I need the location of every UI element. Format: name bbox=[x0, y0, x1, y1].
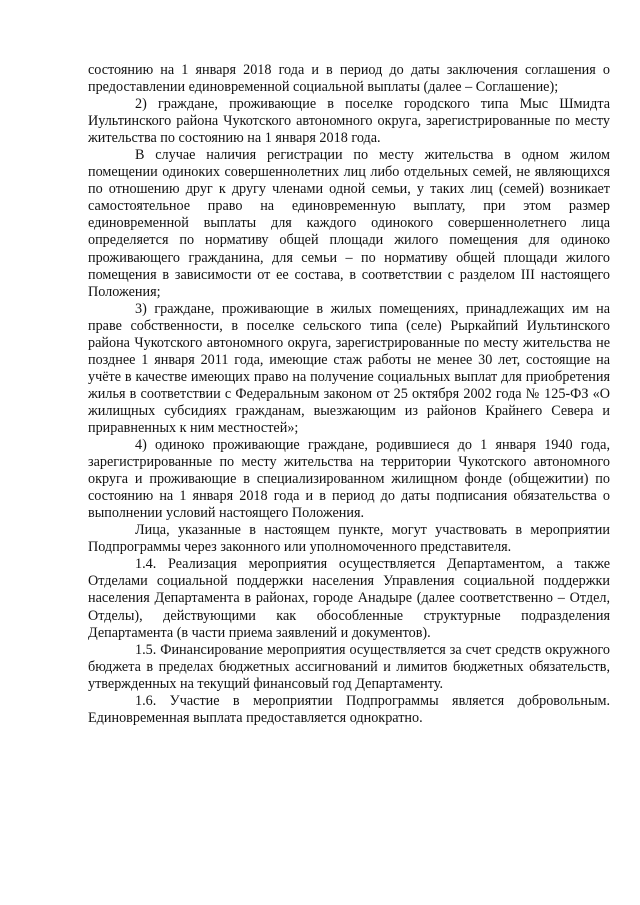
paragraph-7: 1.4. Реализация мероприятия осуществляется Департаментом, а также Отделами социальной поддержки населения Управления социальной поддержки населения Департамента в районах, городе Анадыре (далее соответственно – Отдел, Отделы), действующими как обособленные структурные подразделения Департамента (в части приема заявлений и документов). bbox=[88, 556, 610, 641]
paragraph-3: В случае наличия регистрации по месту жительства в одном жилом помещении одиноких совершеннолетних лиц либо отдельных семей, не являющихся по отношению друг к другу членами одной семьи, у таких лиц (семей) возникает самостоятельное право на единовременную выплату, при этом размер единовременной выплаты для каждого одинокого совершеннолетнего лица определяется по нормативу общей площади жилого помещения для одиноко проживающего гражданина, для семьи – по нормативу общей площади жилого помещения в зависимости от ее состава, в соответствии с разделом III настоящего Положения; bbox=[88, 147, 610, 300]
paragraph-4: 3) граждане, проживающие в жилых помещениях, принадлежащих им на праве собственности, в поселке сельского типа (селе) Рыркайпий Иультинского района Чукотского автономного округа, зарегистрированные по месту жительства не позднее 1 января 2011 года, имеющие стаж работы не менее 30 лет, состоящие на учёте в качестве имеющих право на получение социальных выплат для приобретения жилья в соответствии с Федеральным законом от 25 октября 2002 года № 125-ФЗ «О жилищных субсидиях гражданам, выезжающим из районов Крайнего Севера и приравненных к ним местностей»; bbox=[88, 300, 610, 436]
document-page bbox=[88, 62, 610, 727]
paragraph-8: 1.5. Финансирование мероприятия осуществляется за счет средств окружного бюджета в пределах бюджетных ассигнований и лимитов бюджетных обязательств, утвержденных на текущий финансовый год Департаменту. bbox=[88, 641, 610, 692]
paragraph-2: 2) граждане, проживающие в поселке городского типа Мыс Шмидта Иультинского района Чукотского автономного округа, зарегистрированные по месту жительства по состоянию на 1 января 2018 года. bbox=[88, 96, 610, 147]
paragraph-6: Лица, указанные в настоящем пункте, могут участвовать в мероприятии Подпрограммы через законного или уполномоченного представителя. bbox=[88, 522, 610, 556]
paragraph-9: 1.6. Участие в мероприятии Подпрограммы является добровольным. Единовременная выплата предоставляется однократно. bbox=[88, 692, 610, 726]
paragraph-1: состоянию на 1 января 2018 года и в период до даты заключения соглашения о предоставлении единовременной социальной выплаты (далее – Соглашение); bbox=[88, 62, 610, 96]
paragraph-5: 4) одиноко проживающие граждане, родившиеся до 1 января 1940 года, зарегистрированные по месту жительства на территории Чукотского автономного округа и проживающие в специализированном жилищном фонде (общежитии) по состоянию на 1 января 2018 года и в период до даты подписания обязательства о выполнении условий настоящего Положения. bbox=[88, 437, 610, 522]
